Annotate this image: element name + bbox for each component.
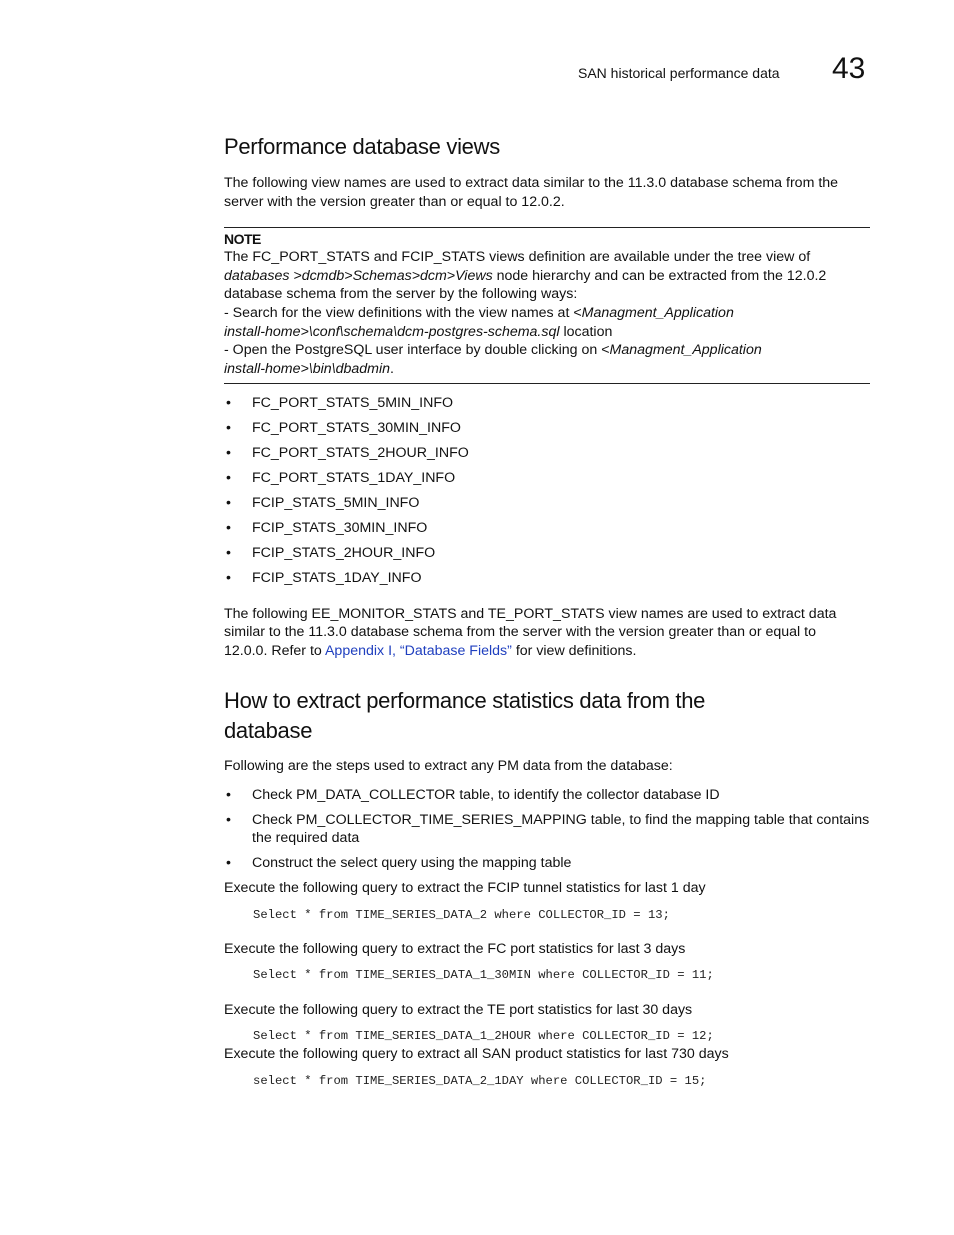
section2-intro: Following are the steps used to extract any PM data from the database: [224, 758, 673, 774]
list-item-text: FCIP_STATS_5MIN_INFO [252, 495, 420, 511]
step-text-continuation: the required data [252, 830, 360, 846]
query1-description: Execute the following query to extract the FCIP tunnel statistics for last 1 day [224, 880, 706, 896]
section-title-performance-views: Performance database views [224, 134, 500, 159]
note-line2-rest: node hierarchy and can be extracted from the 12.0.2 [492, 268, 827, 284]
note-line7-rest: . [390, 361, 394, 377]
query2-code: Select * from TIME_SERIES_DATA_1_30MIN where COLLECTOR_ID = 11; [253, 968, 714, 982]
para2-line3-rest: for view definitions. [511, 643, 637, 659]
note-line4-italic: Managment_Application [581, 305, 734, 321]
note-line5-rest: location [559, 324, 613, 340]
para2-line1: The following EE_MONITOR_STATS and TE_PORT_STATS view names are used to extract data [224, 606, 837, 622]
note-line6-italic: Managment_Application [609, 342, 762, 358]
list-item-text: FCIP_STATS_2HOUR_INFO [252, 545, 436, 561]
note-line6 [224, 341, 762, 360]
query3-code: Select * from TIME_SERIES_DATA_1_2HOUR where COLLECTOR_ID = 12; [253, 1029, 714, 1043]
note-path-text: databases >dcmdb>Schemas>dcm>Views [224, 268, 493, 284]
running-header: SAN historical performance data [578, 65, 780, 81]
section-title-extract-line2: database [224, 718, 313, 743]
note-line4-text: - Search for the view definitions with the view names at < [224, 305, 582, 321]
note-line7 [224, 360, 394, 379]
para2-line3-text: 12.0.0. Refer to [224, 643, 325, 659]
list-item-text: FC_PORT_STATS_30MIN_INFO [252, 420, 461, 436]
note-line5 [224, 323, 612, 342]
section-title-extract-line1: How to extract performance statistics data from the [224, 688, 706, 713]
note-top-rule [224, 227, 870, 228]
query3-description: Execute the following query to extract the TE port statistics for last 30 days [224, 1002, 693, 1018]
step-text: Check PM_COLLECTOR_TIME_SERIES_MAPPING table, to find the mapping table that contains [252, 812, 870, 828]
note-bottom-rule [224, 383, 870, 384]
chapter-number: 43 [832, 52, 866, 85]
note-line2 [224, 267, 826, 286]
note-line1: The FC_PORT_STATS and FCIP_STATS views definition are available under the tree view of [224, 249, 811, 265]
note-line4 [224, 304, 734, 323]
note-line5-italic: install-home>\conf\schema\dcm-postgres-schema.sql [224, 324, 560, 340]
list-item-text: FC_PORT_STATS_2HOUR_INFO [252, 445, 469, 461]
list-item-text: FCIP_STATS_1DAY_INFO [252, 570, 422, 586]
appendix-link[interactable]: Appendix I, “Database Fields” [324, 643, 512, 659]
intro-paragraph-line1: The following view names are used to extract data similar to the 11.3.0 database schema from the [224, 175, 839, 191]
query4-description: Execute the following query to extract all SAN product statistics for last 730 days [224, 1046, 729, 1062]
query4-code: select * from TIME_SERIES_DATA_2_1DAY where COLLECTOR_ID = 15; [253, 1074, 707, 1088]
para2-line3 [224, 642, 636, 661]
step-text: Construct the select query using the mapping table [252, 855, 572, 871]
note-label: NOTE [224, 231, 261, 247]
query1-code: Select * from TIME_SERIES_DATA_2 where COLLECTOR_ID = 13; [253, 908, 670, 922]
note-line7-italic: install-home>\bin\dbadmin [224, 361, 391, 377]
note-line6-text: - Open the PostgreSQL user interface by double clicking on < [224, 342, 610, 358]
step-text: Check PM_DATA_COLLECTOR table, to identify the collector database ID [252, 787, 720, 803]
note-line3: database schema from the server by the following ways: [224, 286, 578, 302]
list-item-text: FC_PORT_STATS_5MIN_INFO [252, 395, 454, 411]
query2-description: Execute the following query to extract the FC port statistics for last 3 days [224, 941, 686, 957]
list-item-text: FC_PORT_STATS_1DAY_INFO [252, 470, 456, 486]
intro-paragraph-line2: server with the version greater than or equal to 12.0.2. [224, 194, 565, 210]
list-item-text: FCIP_STATS_30MIN_INFO [252, 520, 428, 536]
para2-line2: similar to the 11.3.0 database schema from the server with the version greater than or equal to [224, 624, 816, 640]
